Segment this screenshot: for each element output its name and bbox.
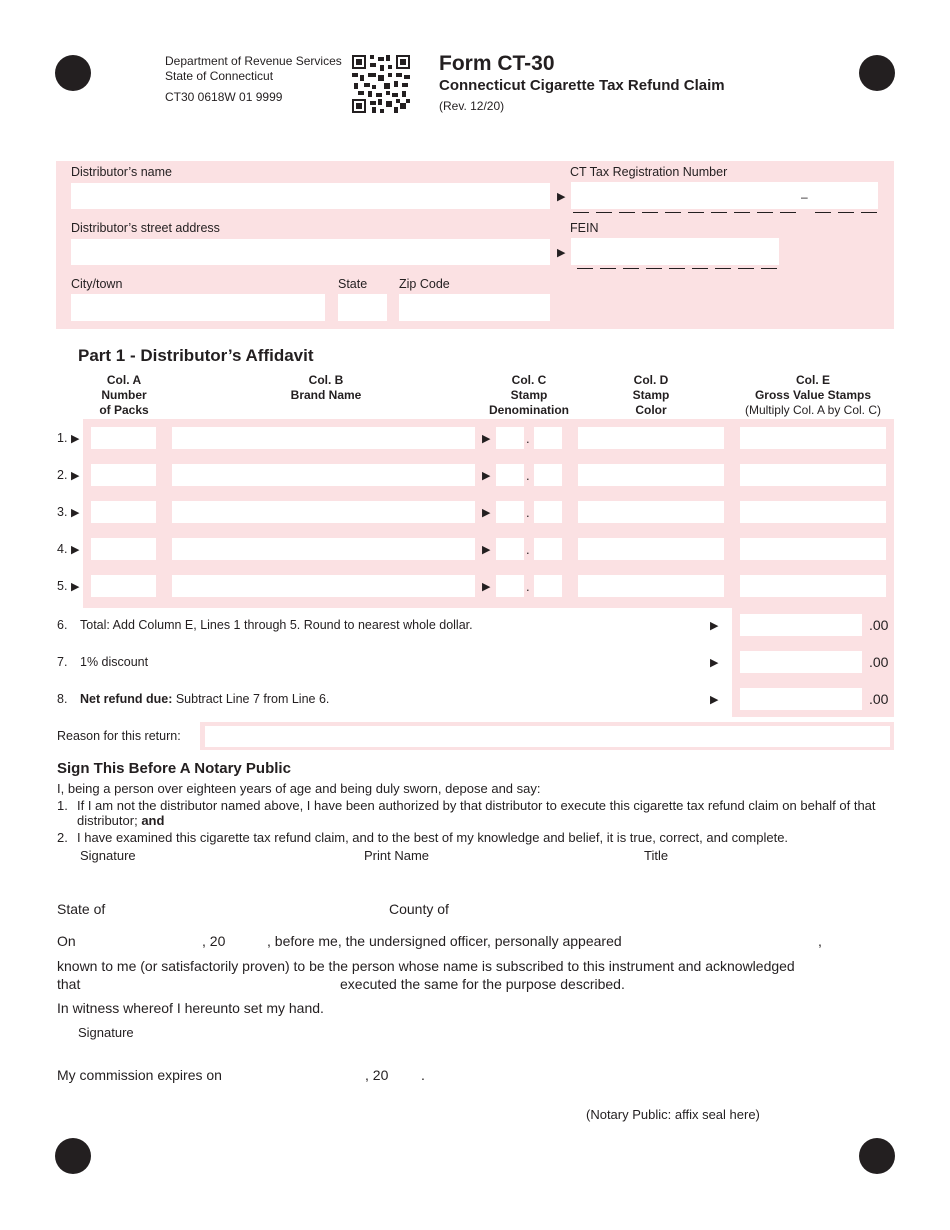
row-1-decimal: . — [526, 431, 530, 446]
arrow-icon: ▶ — [71, 544, 80, 556]
arrow-icon: ▶ — [710, 694, 719, 706]
row-4-col-b-brand[interactable] — [172, 538, 475, 560]
line7-discount-field[interactable] — [740, 651, 862, 673]
row-4-col-d-color[interactable] — [578, 538, 724, 560]
registration-mark-bottom-right — [859, 1138, 895, 1174]
arrow-icon: ▶ — [71, 581, 80, 593]
commission-period: . — [421, 1067, 425, 1083]
qr-code — [352, 55, 410, 113]
row-1-col-c-dollars[interactable] — [496, 427, 524, 449]
row-5-col-b-brand[interactable] — [172, 575, 475, 597]
fein-digit-underline — [600, 268, 616, 269]
fein-digit-underline — [669, 268, 685, 269]
arrow-icon: ▶ — [482, 507, 491, 519]
ct-reg-digit-underline — [734, 212, 750, 213]
row-5-decimal: . — [526, 579, 530, 594]
arrow-icon: ▶ — [557, 191, 566, 203]
ct-reg-digit-underline — [757, 212, 773, 213]
row-1-col-d-color[interactable] — [578, 427, 724, 449]
row-3-decimal: . — [526, 505, 530, 520]
registration-mark-bottom-left — [55, 1138, 91, 1174]
trailing-comma: , — [818, 933, 822, 949]
fein-digit-underline — [646, 268, 662, 269]
ct-reg-digit-underline — [642, 212, 658, 213]
fein-digit-underline — [692, 268, 708, 269]
row-2-label: 2. — [57, 468, 68, 482]
col-e-header — [736, 373, 890, 418]
col-d-line2: Stamp — [632, 388, 670, 402]
row-3-col-a-packs[interactable] — [91, 501, 156, 523]
arrow-icon: ▶ — [482, 581, 491, 593]
reason-label: Reason for this return: — [57, 729, 181, 743]
commission-label: My commission expires on — [57, 1067, 222, 1083]
row-3-col-d-color[interactable] — [578, 501, 724, 523]
line8-rest: Subtract Line 7 from Line 6. — [172, 692, 330, 706]
dept-line2: State of Connecticut — [165, 69, 274, 83]
col-a-line3: of Packs — [99, 403, 149, 417]
col-b-line2: Brand Name — [290, 388, 362, 402]
col-e-line2: Gross Value Stamps — [754, 388, 872, 402]
ct-reg-separator: – — [801, 190, 808, 204]
fein-digit-underline — [577, 268, 593, 269]
city-field[interactable] — [71, 294, 325, 321]
col-b-header — [172, 373, 480, 403]
distributor-name-field[interactable] — [71, 183, 550, 209]
row-5-col-d-color[interactable] — [578, 575, 724, 597]
item1-cont: distributor; — [77, 813, 142, 828]
arrow-icon: ▶ — [482, 433, 491, 445]
row-1-col-e-gross[interactable] — [740, 427, 886, 449]
col-c-line3: Denomination — [489, 403, 569, 417]
ct-reg-digit-underline — [619, 212, 635, 213]
notary-signature-label: Signature — [78, 1025, 134, 1040]
form-revision: (Rev. 12/20) — [439, 99, 505, 113]
fein-digit-underline — [715, 268, 731, 269]
ct-reg-number-field[interactable] — [571, 182, 878, 209]
dept-line1: Department of Revenue Services — [165, 54, 342, 68]
line7-cents: .00 — [869, 654, 889, 670]
form-title: Form CT-30 — [439, 52, 555, 75]
fein-label: FEIN — [570, 221, 599, 235]
form-subtitle: Connecticut Cigarette Tax Refund Claim — [439, 77, 725, 94]
row-1-col-a-packs[interactable] — [91, 427, 156, 449]
arrow-icon: ▶ — [71, 470, 80, 482]
registration-mark-top-left — [55, 55, 91, 91]
col-e-line1: Col. E — [795, 373, 830, 387]
that-label: that — [57, 976, 81, 992]
year-prefix: , 20 — [202, 933, 226, 949]
witness-text: In witness whereof I hereunto set my hand. — [57, 1000, 324, 1016]
line6-total-field[interactable] — [740, 614, 862, 636]
col-d-line3: Color — [635, 403, 667, 417]
row-2-col-a-packs[interactable] — [91, 464, 156, 486]
item2-number: 2. — [57, 830, 68, 845]
line8-number: 8. — [57, 692, 68, 706]
row-1-col-b-brand[interactable] — [172, 427, 475, 449]
item1-text: If I am not the distributor named above, I have been authorized by that distributor to execute this cigarette tax refund claim on behalf of that — [77, 798, 876, 813]
county-of-label: County of — [389, 901, 449, 917]
col-c-header — [480, 373, 578, 418]
row-2-col-e-gross[interactable] — [740, 464, 886, 486]
before-me-text: , before me, the undersigned officer, personally appeared — [267, 933, 622, 949]
row-2-col-c-dollars[interactable] — [496, 464, 524, 486]
line6-text: Total: Add Column E, Lines 1 through 5. Round to nearest whole dollar. — [80, 618, 473, 632]
row-1-label: 1. — [57, 431, 68, 445]
part1-title: Part 1 - Distributor’s Affidavit — [78, 346, 314, 365]
col-a-line2: Number — [101, 388, 147, 402]
reason-field[interactable] — [205, 726, 890, 747]
ct-reg-digit-underline — [780, 212, 796, 213]
row-3-col-c-cents[interactable] — [534, 501, 562, 523]
col-e-line3: (Multiply Col. A by Col. C) — [744, 403, 882, 417]
line6-number: 6. — [57, 618, 68, 632]
known-to-me-text: known to me (or satisfactorily proven) to be the person whose name is subscribed to this instrument and acknowledged — [57, 958, 795, 974]
fein-digit-underline — [738, 268, 754, 269]
ct-reg-digit-underline — [573, 212, 589, 213]
ct-reg-digit-underline — [815, 212, 831, 213]
row-3-col-e-gross[interactable] — [740, 501, 886, 523]
notary-title: Sign This Before A Notary Public — [57, 760, 291, 777]
street-address-label: Distributor’s street address — [71, 221, 220, 235]
row-2-col-d-color[interactable] — [578, 464, 724, 486]
col-a-line1: Col. A — [106, 373, 142, 387]
line8-bold: Net refund due: — [80, 692, 173, 706]
item2-text: I have examined this cigarette tax refund claim, and to the best of my knowledge and belief, it is true, correct, and complete. — [77, 830, 789, 845]
row-2-col-b-brand[interactable] — [172, 464, 475, 486]
on-label: On — [57, 933, 76, 949]
arrow-icon: ▶ — [482, 544, 491, 556]
row-3-label: 3. — [57, 505, 68, 519]
state-of-label: State of — [57, 901, 106, 917]
arrow-icon: ▶ — [71, 507, 80, 519]
line6-cents: .00 — [869, 617, 889, 633]
row-4-decimal: . — [526, 542, 530, 557]
row-2-col-c-cents[interactable] — [534, 464, 562, 486]
row-5-col-c-cents[interactable] — [534, 575, 562, 597]
row-4-col-a-packs[interactable] — [91, 538, 156, 560]
ct-reg-digit-underline — [711, 212, 727, 213]
executed-text: executed the same for the purpose described. — [340, 976, 625, 992]
fein-field[interactable] — [571, 238, 779, 265]
row-4-col-e-gross[interactable] — [740, 538, 886, 560]
ct-reg-digit-underline — [665, 212, 681, 213]
notary-intro: I, being a person over eighteen years of age and being duly sworn, depose and say: — [57, 781, 541, 796]
state-label: State — [338, 277, 368, 291]
item1-continuation — [77, 813, 164, 828]
form-code: CT30 0618W 01 9999 — [165, 90, 283, 104]
col-b-line1: Col. B — [308, 373, 344, 387]
row-5-col-a-packs[interactable] — [91, 575, 156, 597]
item1-number: 1. — [57, 798, 68, 813]
col-d-header — [578, 373, 724, 418]
row-4-col-c-dollars[interactable] — [496, 538, 524, 560]
row-5-col-e-gross[interactable] — [740, 575, 886, 597]
arrow-icon: ▶ — [710, 657, 719, 669]
arrow-icon: ▶ — [710, 620, 719, 632]
signature-label: Signature — [80, 848, 136, 863]
ct-reg-digit-underline — [838, 212, 854, 213]
zip-label: Zip Code — [399, 277, 450, 291]
city-label: City/town — [71, 277, 123, 291]
row-1-col-c-cents[interactable] — [534, 427, 562, 449]
row-5-label: 5. — [57, 579, 68, 593]
notary-seal-note: (Notary Public: affix seal here) — [586, 1107, 760, 1122]
registration-mark-top-right — [859, 55, 895, 91]
line7-text: 1% discount — [80, 655, 149, 669]
row-3-col-b-brand[interactable] — [172, 501, 475, 523]
item1-and: and — [141, 813, 165, 828]
arrow-icon: ▶ — [557, 247, 566, 259]
state-field[interactable] — [338, 294, 387, 321]
arrow-icon: ▶ — [482, 470, 491, 482]
col-c-line1: Col. C — [511, 373, 547, 387]
ct-reg-digit-underline — [861, 212, 877, 213]
title-label: Title — [644, 848, 669, 863]
row-4-label: 4. — [57, 542, 68, 556]
ct-reg-digit-underline — [688, 212, 704, 213]
col-d-line1: Col. D — [633, 373, 669, 387]
arrow-icon: ▶ — [71, 433, 80, 445]
line7-number: 7. — [57, 655, 68, 669]
distributor-name-label: Distributor’s name — [71, 165, 172, 179]
street-address-field[interactable] — [71, 239, 550, 265]
ct-reg-label: CT Tax Registration Number — [570, 165, 728, 179]
zip-field[interactable] — [399, 294, 550, 321]
line8-net-refund-field[interactable] — [740, 688, 862, 710]
col-a-header — [88, 373, 160, 418]
commission-year-prefix: , 20 — [365, 1067, 389, 1083]
row-4-col-c-cents[interactable] — [534, 538, 562, 560]
fein-digit-underline — [623, 268, 639, 269]
line8-cents: .00 — [869, 691, 889, 707]
col-c-line2: Stamp — [510, 388, 548, 402]
row-5-col-c-dollars[interactable] — [496, 575, 524, 597]
fein-digit-underline — [761, 268, 777, 269]
row-2-decimal: . — [526, 468, 530, 483]
print-name-label: Print Name — [364, 848, 430, 863]
line8-text — [80, 692, 329, 706]
row-3-col-c-dollars[interactable] — [496, 501, 524, 523]
ct-reg-digit-underline — [596, 212, 612, 213]
